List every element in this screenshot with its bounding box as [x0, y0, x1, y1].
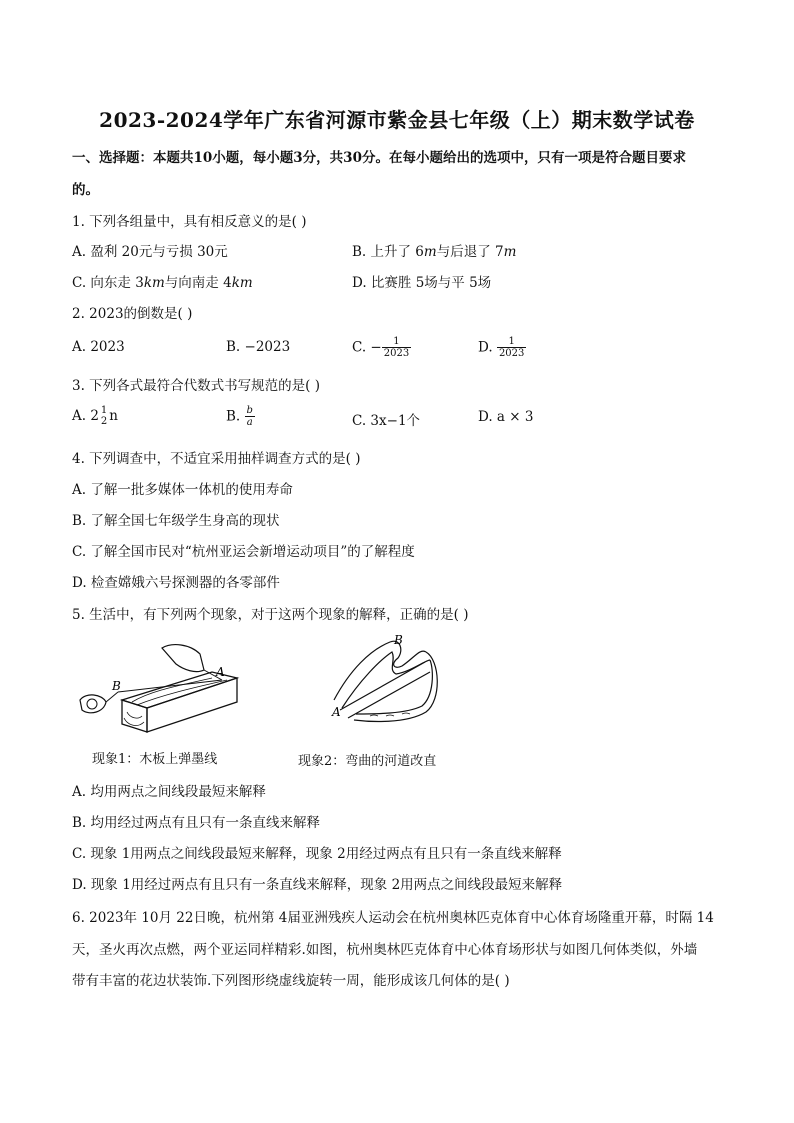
- q2-option-b: B. −2023: [226, 339, 291, 355]
- q2-c-den: 2023: [383, 348, 410, 359]
- q4-stem: 4. 下列调查中，不适宜采用抽样调查方式的是( ): [72, 451, 361, 467]
- right-hand: [162, 645, 204, 672]
- section-instructions-cont: 的。: [72, 182, 99, 198]
- q5-option-b: B. 均用经过两点有且只有一条直线来解释: [72, 815, 321, 831]
- q5-option-d: D. 现象 1用经过两点有且只有一条直线来解释，现象 2用两点之间线段最短来解释: [72, 877, 563, 893]
- straight-channel-upper: [340, 662, 425, 710]
- q3-b-pre: B.: [226, 408, 245, 425]
- q4-option-b: B. 了解全国七年级学生身高的现状: [72, 513, 280, 529]
- fig2-label-a: A: [332, 705, 341, 719]
- q3-a-var: n: [109, 408, 118, 424]
- q4-option-a: A. 了解一批多媒体一体机的使用寿命: [72, 482, 293, 498]
- q1-c-pre: C. 向东走 3: [72, 275, 144, 291]
- q1-b-unit1: m: [423, 244, 437, 260]
- fig2-label-b: B: [394, 633, 403, 647]
- q2-d-den: 2023: [498, 348, 525, 359]
- grain-2: [137, 680, 227, 705]
- q3-a-num: 1: [100, 405, 108, 416]
- q3-option-d: D. a × 3: [478, 409, 534, 425]
- q1-option-a: A. 盈利 20元与亏损 30元: [72, 244, 228, 260]
- q1-c-unit1: km: [143, 275, 165, 291]
- q2-c-pre: C. −: [352, 339, 382, 356]
- q4-option-d: D. 检查嫦娥六号探测器的各零部件: [72, 575, 280, 591]
- left-hand: [80, 695, 106, 713]
- q1-c-mid: 与向南走 4: [164, 275, 232, 291]
- curved-river-bank-4: [356, 660, 432, 714]
- q6-line2: 天，圣火再次点燃，两个亚运同样精彩.如图，杭州奥林匹克体育中心体育场形状与如图几何体类似，外墙: [72, 942, 698, 958]
- board-end: [122, 700, 147, 732]
- q3-a-fraction: [99, 405, 109, 427]
- q1-option-c: [72, 271, 253, 291]
- q3-a-den: 2: [100, 416, 108, 427]
- fig1-label-a: A: [216, 665, 225, 679]
- page-title: 2023-2024学年广东省河源市紫金县七年级（上）期末数学试卷: [99, 108, 695, 132]
- q3-a-pre: A. 2: [72, 408, 99, 424]
- q1-b-pre: B. 上升了 6: [352, 244, 424, 260]
- left-string: [106, 692, 118, 702]
- fig1-label-b: B: [112, 679, 121, 693]
- q2-d-fraction: [497, 336, 526, 359]
- q6-line1: 6. 2023年 10月 22日晚，杭州第 4届亚洲残疾人运动会在杭州奥林匹克体育中心体育场隆重开幕，时隔 14: [72, 910, 714, 926]
- q1-option-b: [352, 240, 516, 260]
- q2-option-d: [478, 336, 526, 359]
- figure-board-ink-line: [72, 640, 252, 740]
- q3-b-num: b: [246, 405, 253, 416]
- q3-b-den: a: [246, 417, 253, 428]
- q1-b-unit2: m: [503, 244, 517, 260]
- q5-option-c: C. 现象 1用两点之间线段最短来解释，现象 2用经过两点有且只有一条直线来解释: [72, 846, 562, 862]
- q6-line3: 带有丰富的花边状装饰.下列图形绕虚线旋转一周，能形成该几何体的是( ): [72, 973, 510, 989]
- grain-4: [124, 718, 144, 725]
- q3-stem: 3. 下列各式最符合代数式书写规范的是( ): [72, 378, 320, 394]
- curved-river-bank-1: [334, 641, 426, 700]
- q3-option-c: C. 3x−1个: [352, 413, 421, 429]
- q2-c-fraction: [382, 336, 411, 359]
- q2-option-c: [352, 336, 411, 359]
- q5-stem: 5. 生活中，有下列两个现象，对于这两个现象的解释，正确的是( ): [72, 607, 469, 623]
- section-heading: [72, 146, 686, 166]
- q1-c-unit2: km: [231, 275, 253, 291]
- fig1-caption: 现象1：木板上弹墨线: [92, 752, 218, 767]
- fig2-caption: 现象2：弯曲的河道改直: [298, 754, 437, 769]
- board-side: [147, 678, 237, 732]
- ink-spool: [87, 699, 97, 709]
- figure-river-straightened: [330, 630, 470, 730]
- q4-option-c: C. 了解全国市民对“杭州亚运会新增运动项目”的了解程度: [72, 544, 415, 560]
- q2-stem: 2. 2023的倒数是( ): [72, 306, 193, 322]
- q1-b-mid: 与后退了 7: [436, 244, 504, 260]
- q2-c-num: 1: [382, 336, 411, 348]
- q3-option-a: [72, 405, 118, 427]
- section-label: 一、选择题：: [72, 150, 153, 166]
- q3-option-b: [226, 405, 255, 428]
- grain-3: [127, 712, 142, 718]
- q2-option-a: A. 2023: [72, 339, 125, 355]
- ink-line: [118, 680, 222, 692]
- q2-d-num: 1: [497, 336, 526, 348]
- q1-option-d: D. 比赛胜 5场与平 5场: [352, 275, 492, 291]
- q5-option-a: A. 均用两点之间线段最短来解释: [72, 784, 266, 800]
- section-instructions: 本题共10小题，每小题3分，共30分。在每小题给出的选项中，只有一项是符合题目要求: [153, 150, 686, 166]
- straight-channel-lower: [348, 672, 430, 718]
- q3-b-fraction: [245, 405, 255, 428]
- q1-stem: 1. 下列各组量中，具有相反意义的是( ): [72, 214, 307, 230]
- q2-d-pre: D.: [478, 339, 497, 356]
